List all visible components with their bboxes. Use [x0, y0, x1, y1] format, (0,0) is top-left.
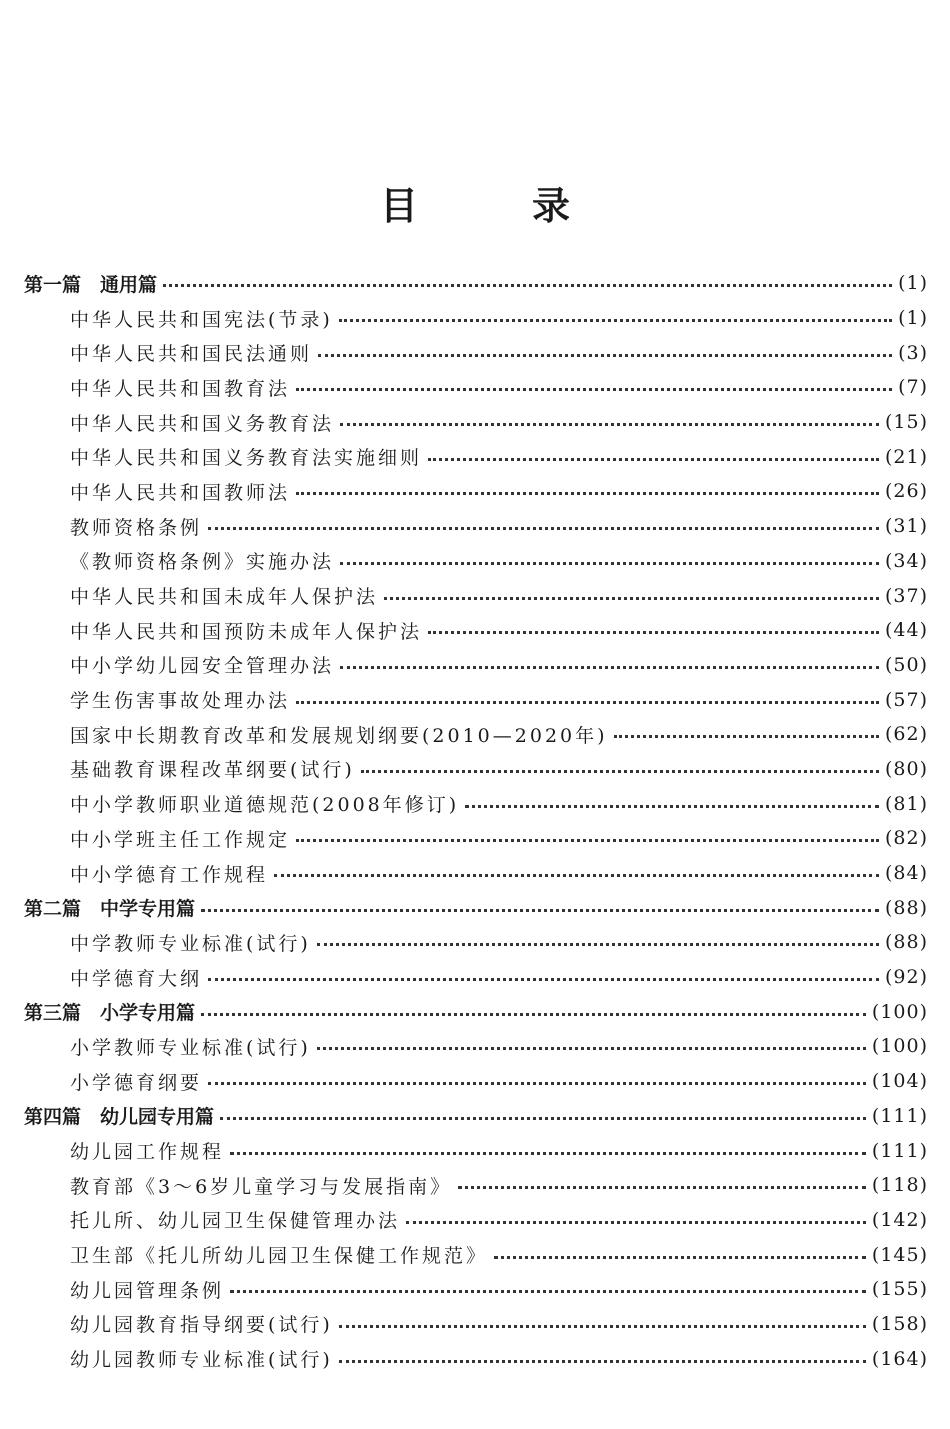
- dot-leader: [201, 908, 879, 912]
- toc-entry-label: 中小学班主任工作规定: [70, 828, 291, 851]
- dot-leader: [296, 700, 879, 704]
- toc-page-number: (100): [871, 1000, 928, 1023]
- table-of-contents: [0, 266, 950, 1376]
- toc-page-number: (118): [871, 1174, 928, 1197]
- toc-entry-label: 第二篇 中学专用篇: [24, 898, 196, 921]
- toc-page-number: (88): [884, 896, 928, 919]
- toc-page-number: (164): [871, 1347, 928, 1370]
- toc-entry-label: 中小学德育工作规程: [70, 863, 269, 886]
- toc-entry[interactable]: [0, 786, 950, 821]
- dot-leader: [406, 1220, 866, 1224]
- toc-page-number: (155): [871, 1278, 928, 1301]
- toc-page-number: (100): [871, 1035, 928, 1058]
- toc-page-number: (84): [884, 862, 928, 885]
- toc-entry[interactable]: [0, 370, 950, 405]
- toc-entry[interactable]: [0, 578, 950, 613]
- toc-entry-label: 《教师资格条例》实施办法: [70, 551, 335, 574]
- toc-page-number: (15): [884, 411, 928, 434]
- toc-page-number: (26): [884, 480, 928, 503]
- toc-page-number: (21): [884, 445, 928, 468]
- dot-leader: [208, 977, 879, 981]
- toc-entry[interactable]: [0, 1168, 950, 1203]
- dot-leader: [339, 318, 892, 322]
- toc-entry[interactable]: [0, 335, 950, 370]
- toc-entry-label: 幼儿园管理条例: [70, 1279, 225, 1302]
- toc-entry-label: 中华人民共和国预防未成年人保护法: [70, 620, 423, 643]
- toc-entry[interactable]: [0, 613, 950, 648]
- toc-entry[interactable]: [0, 648, 950, 683]
- toc-entry-label: 学生伤害事故处理办法: [70, 690, 291, 713]
- dot-leader: [296, 387, 892, 391]
- toc-page-number: (62): [884, 723, 928, 746]
- toc-entry-label: 第三篇 小学专用篇: [24, 1002, 196, 1025]
- dot-leader: [339, 1359, 866, 1363]
- toc-page-number: (57): [884, 688, 928, 711]
- toc-entry-label: 国家中长期教育改革和发展规划纲要(2010—2020年): [70, 724, 608, 747]
- dot-leader: [296, 491, 879, 495]
- dot-leader: [428, 630, 879, 634]
- toc-entry[interactable]: [0, 301, 950, 336]
- toc-entry[interactable]: [0, 1203, 950, 1238]
- toc-entry[interactable]: [0, 717, 950, 752]
- dot-leader: [614, 734, 879, 738]
- toc-entry[interactable]: [0, 1237, 950, 1272]
- toc-page-number: (82): [884, 827, 928, 850]
- toc-part-heading[interactable]: [0, 890, 950, 925]
- dot-leader: [230, 1151, 866, 1155]
- toc-entry[interactable]: [0, 1341, 950, 1376]
- toc-page-number: (50): [884, 653, 928, 676]
- dot-leader: [494, 1255, 866, 1259]
- toc-entry-label: 中学德育大纲: [70, 967, 203, 990]
- toc-entry-label: 中华人民共和国义务教育法: [70, 412, 335, 435]
- toc-entry-label: 中学教师专业标准(试行): [70, 932, 311, 955]
- toc-page-number: (80): [884, 757, 928, 780]
- toc-page-number: (111): [871, 1139, 928, 1162]
- toc-page-number: (81): [884, 792, 928, 815]
- toc-page-number: (7): [898, 376, 928, 399]
- dot-leader: [318, 353, 892, 357]
- toc-entry[interactable]: [0, 1272, 950, 1307]
- toc-page-number: (145): [871, 1243, 928, 1266]
- toc-entry[interactable]: [0, 682, 950, 717]
- dot-leader: [339, 1324, 866, 1328]
- toc-part-heading[interactable]: [0, 1099, 950, 1134]
- toc-part-heading[interactable]: [0, 266, 950, 301]
- dot-leader: [317, 1046, 866, 1050]
- dot-leader: [220, 1116, 866, 1120]
- toc-entry-label: 第一篇 通用篇: [24, 273, 158, 296]
- toc-entry-label: 小学教师专业标准(试行): [70, 1036, 311, 1059]
- toc-entry[interactable]: [0, 1133, 950, 1168]
- dot-leader: [465, 804, 879, 808]
- toc-page-number: (88): [884, 931, 928, 954]
- dot-leader: [208, 526, 879, 530]
- toc-entry-label: 幼儿园工作规程: [70, 1141, 225, 1164]
- dot-leader: [230, 1289, 866, 1293]
- toc-entry[interactable]: [0, 1307, 950, 1342]
- toc-entry-label: 中小学教师职业道德规范(2008年修订): [70, 794, 460, 817]
- dot-leader: [458, 1185, 866, 1189]
- toc-entry[interactable]: [0, 439, 950, 474]
- toc-page-number: (3): [898, 341, 928, 364]
- toc-entry-label: 托儿所、幼儿园卫生保健管理办法: [70, 1210, 401, 1233]
- toc-entry[interactable]: [0, 1029, 950, 1064]
- toc-page-number: (34): [884, 549, 928, 572]
- toc-page-number: (31): [884, 515, 928, 538]
- dot-leader: [208, 1081, 866, 1085]
- toc-page-number: (158): [871, 1312, 928, 1335]
- toc-entry-label: 卫生部《托儿所幼儿园卫生保健工作规范》: [70, 1245, 489, 1268]
- toc-entry-label: 第四篇 幼儿园专用篇: [24, 1106, 215, 1129]
- toc-entry[interactable]: [0, 925, 950, 960]
- dot-leader: [317, 942, 879, 946]
- toc-entry[interactable]: [0, 405, 950, 440]
- toc-page-number: (37): [884, 584, 928, 607]
- toc-entry[interactable]: [0, 509, 950, 544]
- toc-part-heading[interactable]: [0, 994, 950, 1029]
- toc-entry[interactable]: [0, 1064, 950, 1099]
- toc-entry-label: 中小学幼儿园安全管理办法: [70, 655, 335, 678]
- dot-leader: [163, 283, 892, 287]
- toc-entry-label: 中华人民共和国教师法: [70, 481, 291, 504]
- toc-page-number: (1): [898, 307, 928, 330]
- toc-entry-label: 基础教育课程改革纲要(试行): [70, 759, 355, 782]
- toc-page-number: (92): [884, 966, 928, 989]
- dot-leader: [361, 769, 879, 773]
- toc-entry-label: 中华人民共和国民法通则: [70, 343, 313, 366]
- toc-entry-label: 幼儿园教育指导纲要(试行): [70, 1314, 333, 1337]
- dot-leader: [340, 422, 879, 426]
- toc-entry-label: 幼儿园教师专业标准(试行): [70, 1349, 333, 1372]
- toc-page-number: (44): [884, 619, 928, 642]
- toc-entry[interactable]: [0, 474, 950, 509]
- dot-leader: [428, 457, 879, 461]
- dot-leader: [274, 873, 879, 877]
- toc-entry-label: 中华人民共和国义务教育法实施细则: [70, 447, 423, 470]
- toc-entry-label: 教师资格条例: [70, 516, 203, 539]
- dot-leader: [201, 1012, 866, 1016]
- toc-page-number: (142): [871, 1208, 928, 1231]
- dot-leader: [384, 596, 879, 600]
- toc-entry-label: 教育部《3～6岁儿童学习与发展指南》: [70, 1175, 453, 1198]
- toc-entry-label: 中华人民共和国宪法(节录): [70, 308, 333, 331]
- toc-entry-label: 中华人民共和国教育法: [70, 377, 291, 400]
- toc-page-number: (111): [871, 1104, 928, 1127]
- dot-leader: [340, 561, 879, 565]
- toc-page-number: (1): [898, 272, 928, 295]
- toc-entry[interactable]: [0, 544, 950, 579]
- dot-leader: [296, 838, 879, 842]
- toc-entry-label: 小学德育纲要: [70, 1071, 203, 1094]
- toc-entry-label: 中华人民共和国未成年人保护法: [70, 586, 379, 609]
- toc-entry[interactable]: [0, 960, 950, 995]
- dot-leader: [340, 665, 879, 669]
- toc-page-number: (104): [871, 1070, 928, 1093]
- toc-entry[interactable]: [0, 821, 950, 856]
- page-title: 目 录: [379, 184, 608, 229]
- toc-entry[interactable]: [0, 752, 950, 787]
- toc-entry[interactable]: [0, 856, 950, 891]
